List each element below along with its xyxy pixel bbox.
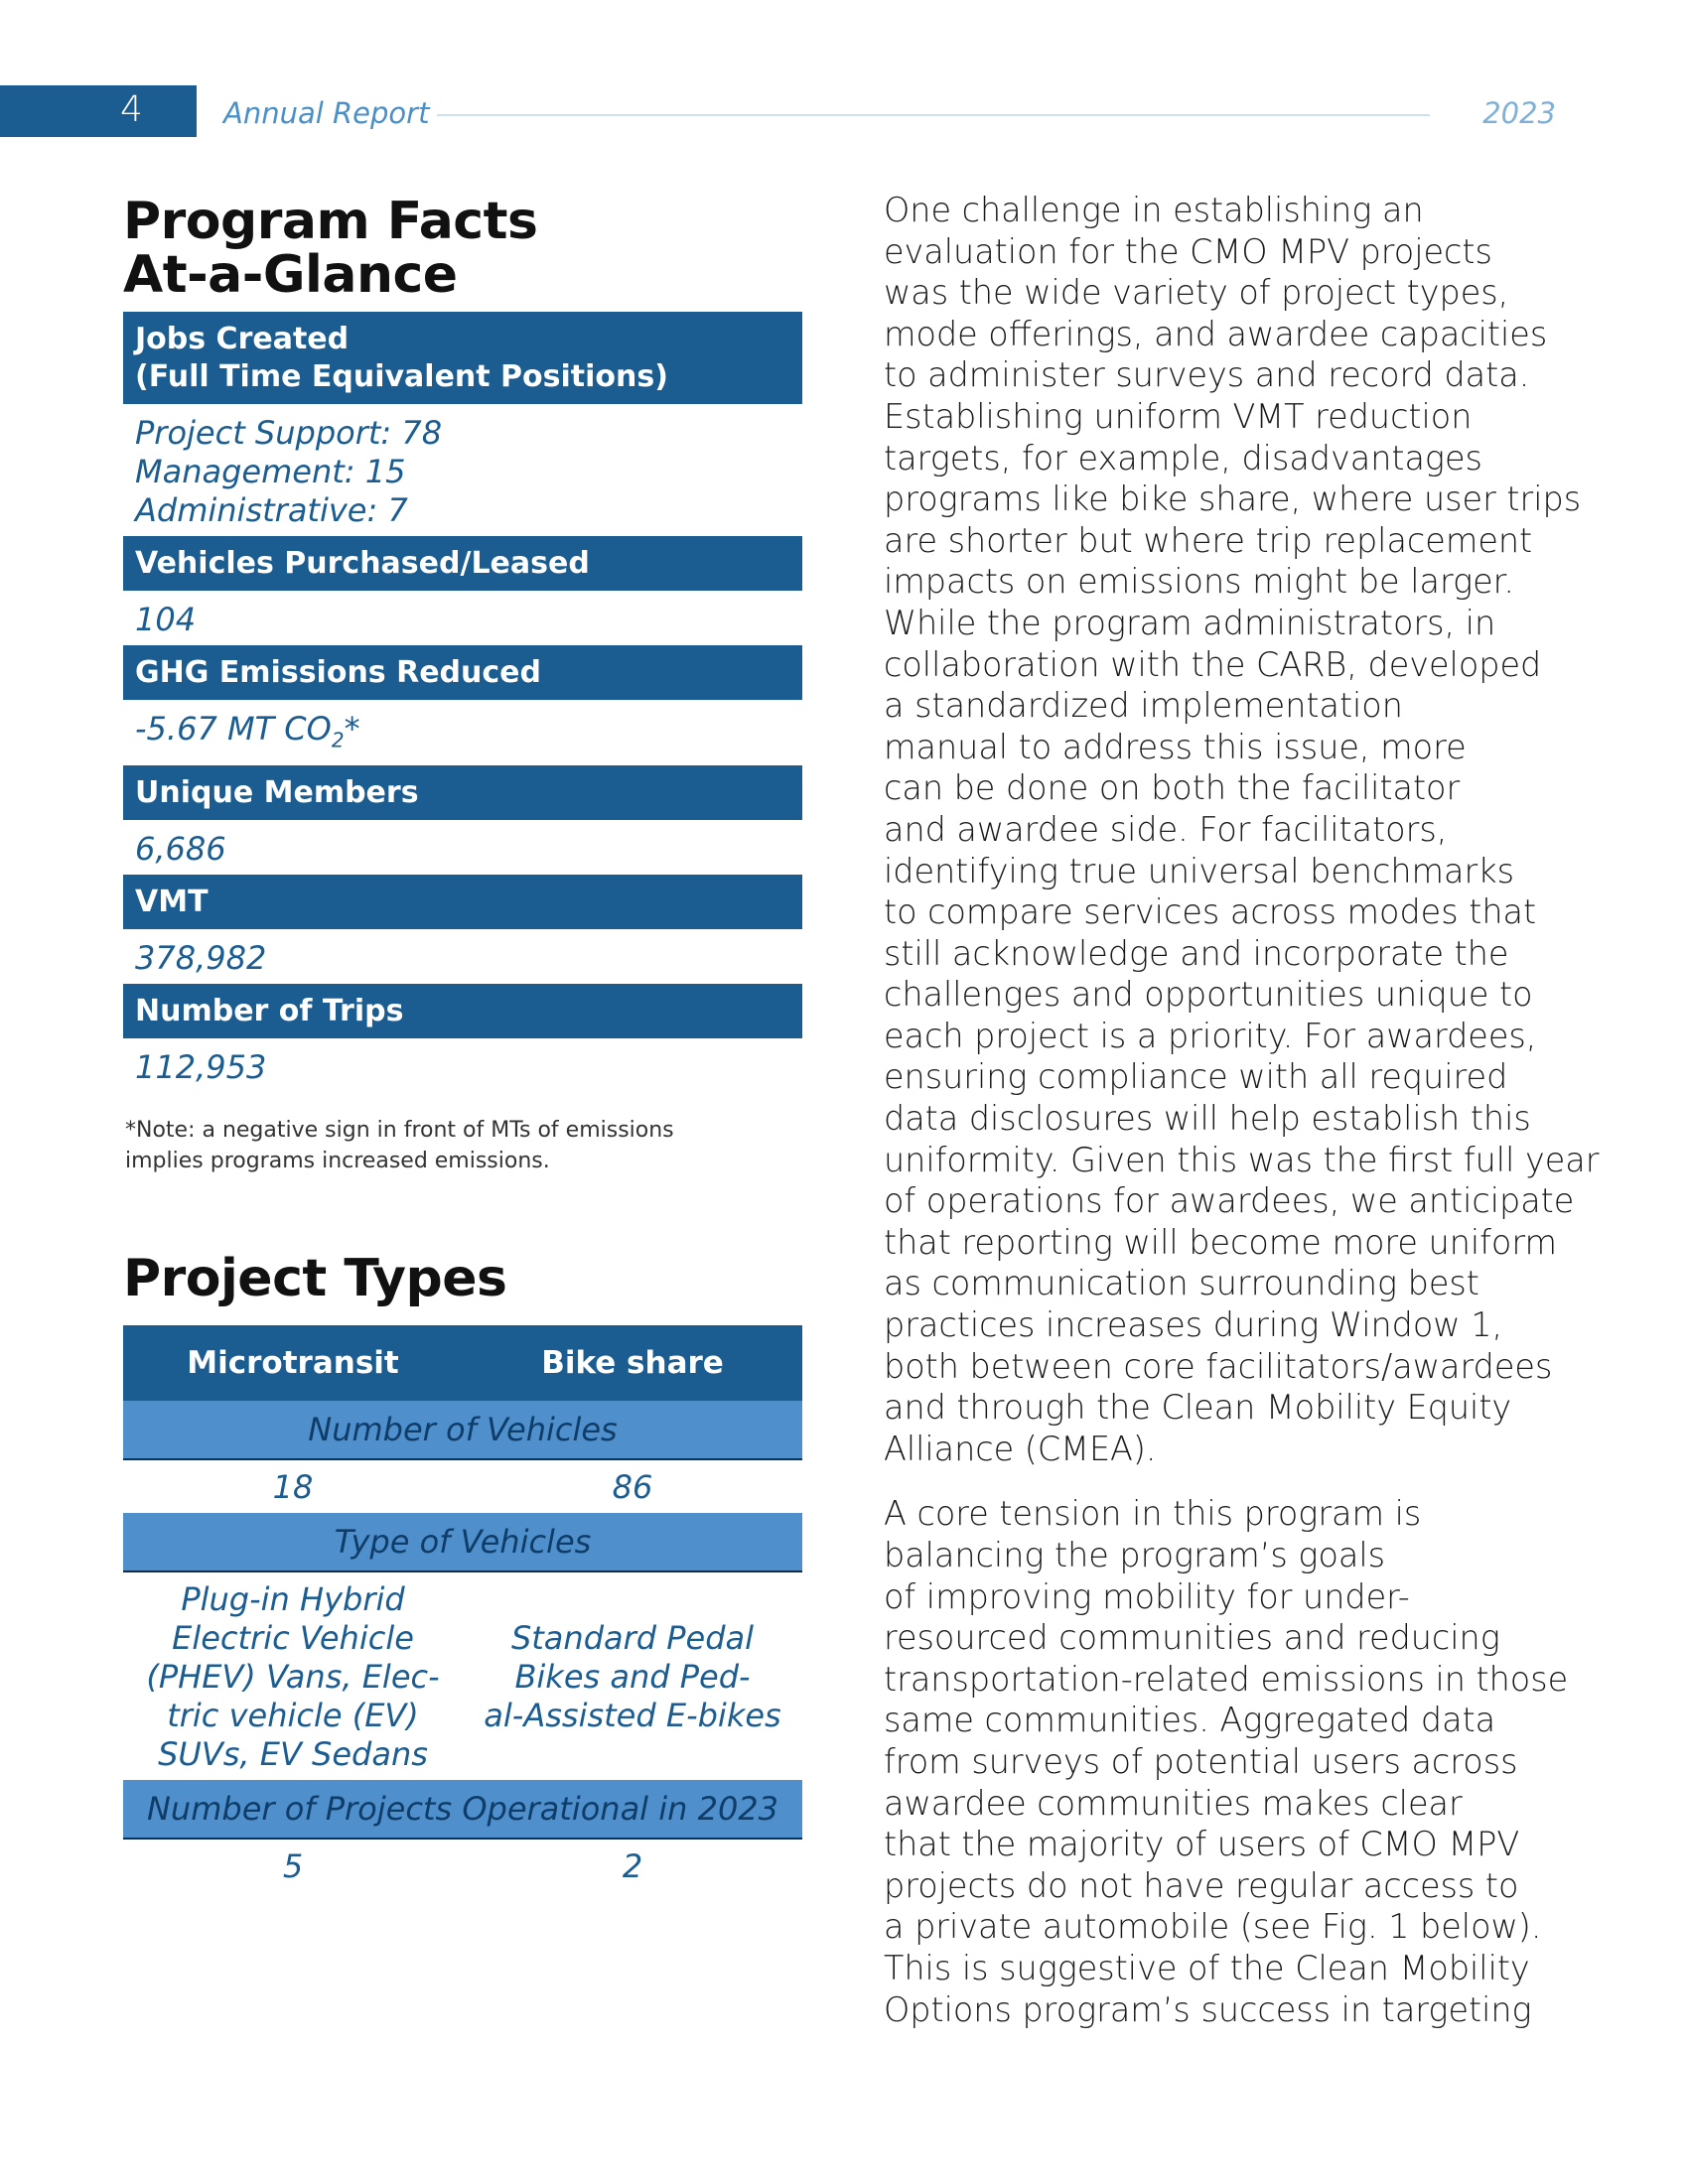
body-text-line: mode offerings, and awardee capacities [884, 314, 1548, 353]
body-text-line: that reporting will become more uniform [884, 1222, 1558, 1262]
body-text-line: same communities. Aggregated data [884, 1701, 1496, 1740]
body-text-line: to compare services across modes that [884, 892, 1537, 932]
program-facts-title-line-2: At-a-Glance [123, 245, 458, 305]
body-text-line: uniformity. Given this was the first full year [884, 1140, 1600, 1179]
jobs-management: Management: 15 [135, 453, 406, 490]
bike-share-project-count: 2 [622, 1847, 643, 1886]
body-text-line: awardee communities makes clear [884, 1783, 1463, 1823]
vehicles-header [123, 536, 802, 591]
body-text-line: both between core facilitators/awardees [884, 1346, 1553, 1386]
page-number-block [0, 85, 197, 137]
body-text-line: a private automobile (see Fig. 1 below). [884, 1907, 1542, 1947]
emissions-note [123, 1115, 802, 1176]
body-text-line: each project is a priority. For awardees, [884, 1016, 1537, 1055]
program-facts-title [123, 192, 802, 305]
body-text-line: data disclosures will help establish this [884, 1099, 1531, 1139]
body-text-line: and awardee side. For facilitators, [884, 809, 1448, 849]
jobs-administrative: Administrative: 7 [135, 491, 408, 529]
body-text-line: Establishing uniform VMT reduction [884, 396, 1473, 436]
body-text-line: This is suggestive of the Clean Mobility [884, 1948, 1530, 1987]
ghg-header [123, 645, 802, 700]
row-header-type-of-vehicles: Type of Vehicles [123, 1513, 802, 1571]
body-text-line: challenges and opportunities unique to [884, 975, 1533, 1015]
body-text-line: projects do not have regular access to [884, 1865, 1519, 1905]
ghg-value-subscript: 2 [331, 728, 345, 752]
body-text-line: While the program administrators, in [884, 603, 1496, 642]
bike-share-type-line-1: Standard Pedal [510, 1619, 755, 1658]
jobs-created-sublabel: (Full Time Equivalent Positions) [135, 359, 668, 394]
bike-share-vehicle-count: 86 [612, 1468, 653, 1507]
bike-share-type-line-3: al-Assisted E-bikes [484, 1697, 781, 1735]
microtransit-type-line-5: SUVs, EV Sedans [158, 1735, 428, 1774]
ghg-value-text: -5.67 MT CO [135, 710, 332, 748]
body-text-line: was the wide variety of project types, [884, 273, 1509, 313]
body-text-line: impacts on emissions might be larger. [884, 562, 1514, 602]
body-text-line: evaluation for the CMO MPV projects [884, 231, 1492, 271]
body-text-line: and through the Clean Mobility Equity [884, 1388, 1512, 1428]
left-column [123, 192, 802, 1892]
body-text-line: from surveys of potential users across [884, 1741, 1518, 1781]
trips-value: 112,953 [135, 1048, 267, 1087]
body-text-line: identifying true universal benchmarks [884, 851, 1514, 890]
trips-label: Number of Trips [135, 994, 404, 1029]
ghg-label: GHG Emissions Reduced [135, 655, 541, 690]
jobs-created-values [123, 404, 802, 536]
row-header-projects-operational: Number of Projects Operational in 2023 [123, 1780, 802, 1839]
microtransit-vehicle-types [123, 1571, 463, 1780]
body-text-line: Alliance (CMEA). [884, 1429, 1157, 1468]
members-value: 6,686 [135, 830, 226, 869]
row-header-number-of-vehicles: Number of Vehicles [123, 1401, 802, 1459]
members-header [123, 765, 802, 820]
microtransit-type-line-4: tric vehicle (EV) [167, 1697, 419, 1735]
jobs-created-header [123, 312, 802, 404]
body-text-line: of improving mobility for under- [884, 1576, 1410, 1616]
body-text-line: manual to address this issue, more [884, 727, 1467, 766]
body-text-line: as communication surrounding best [884, 1264, 1479, 1303]
note-line-2: implies programs increased emissions. [125, 1149, 550, 1174]
body-text-line: are shorter but where trip replacement [884, 520, 1533, 560]
body-text-line: a standardized implementation [884, 686, 1403, 726]
project-types-table [123, 1325, 802, 1892]
trips-header [123, 984, 802, 1038]
microtransit-vehicle-count: 18 [272, 1468, 314, 1507]
body-text-line: A core tension in this program is [884, 1494, 1422, 1534]
ghg-value-suffix: * [344, 710, 360, 748]
ghg-value [123, 700, 802, 765]
body-text-line: collaboration with the CARB, developed [884, 644, 1542, 684]
vehicles-value: 104 [135, 601, 197, 638]
page-number: 4 [120, 89, 143, 130]
body-text-line: transportation-related emissions in those [884, 1659, 1569, 1699]
body-paragraph-2 [884, 1493, 1579, 2030]
body-text-line: that the majority of users of CMO MPV [884, 1825, 1520, 1864]
body-text-line: to administer surveys and record data. [884, 355, 1530, 395]
header-rule [437, 114, 1430, 116]
body-text-line: of operations for awardees, we anticipate [884, 1181, 1575, 1221]
body-paragraph-1 [884, 190, 1600, 1469]
body-text-line: balancing the program’s goals [884, 1536, 1386, 1574]
microtransit-project-count: 5 [282, 1847, 304, 1886]
vmt-header [123, 875, 802, 929]
body-text-line: practices increases during Window 1, [884, 1305, 1503, 1345]
jobs-project-support: Project Support: 78 [135, 414, 443, 452]
members-label: Unique Members [135, 775, 419, 811]
right-column [884, 190, 1600, 2030]
body-text-line: Options program’s success in targeting [884, 1989, 1532, 2029]
body-text-line: still acknowledge and incorporate the [884, 933, 1509, 973]
running-head-title: Annual Report [223, 96, 430, 130]
body-text-line: programs like bike share, where user trips [884, 479, 1582, 519]
jobs-created-label: Jobs Created [135, 322, 350, 356]
microtransit-type-line-2: Electric Vehicle [172, 1619, 414, 1658]
column-header-bike-share: Bike share [463, 1325, 802, 1401]
vehicles-label: Vehicles Purchased/Leased [135, 546, 590, 581]
body-text-line: targets, for example, disadvantages [884, 438, 1482, 478]
microtransit-type-line-3: (PHEV) Vans, Elec- [146, 1658, 440, 1697]
bike-share-vehicle-types [463, 1571, 802, 1780]
body-text-line: can be done on both the facilitator [884, 768, 1461, 808]
column-header-microtransit: Microtransit [123, 1325, 463, 1401]
body-text-line: ensuring compliance with all required [884, 1057, 1508, 1097]
vmt-label: VMT [135, 885, 209, 920]
running-head-year: 2023 [1482, 96, 1556, 130]
body-text-line: resourced communities and reducing [884, 1618, 1500, 1658]
bike-share-type-line-2: Bikes and Ped- [514, 1658, 751, 1697]
note-line-1: *Note: a negative sign in front of MTs of emissions [125, 1118, 674, 1144]
program-facts-title-line-1: Program Facts [123, 192, 538, 251]
vmt-value: 378,982 [135, 939, 267, 978]
body-text-line: One challenge in establishing an [884, 191, 1424, 229]
microtransit-type-line-1: Plug-in Hybrid [181, 1580, 405, 1619]
project-types-title: Project Types [123, 1249, 507, 1309]
